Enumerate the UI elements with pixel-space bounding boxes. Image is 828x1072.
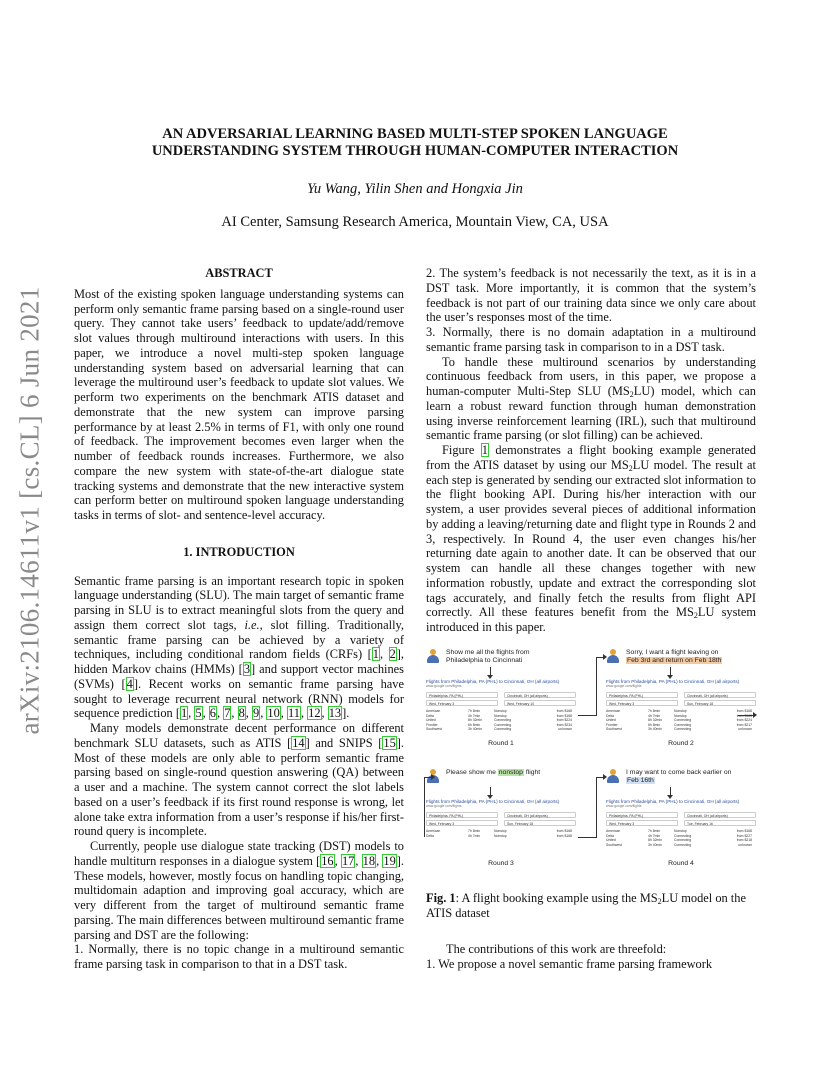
proposal-paragraph: To handle these multiround scenarios by understanding continuous feedback from users, in this paper, we propose a human-computer Multi-Step SLU $(MS_2LU)$ model, which can learn a robust reward function through human demonstration using inverse reinforcement learning (IRL), such that multiround semantic frame parsing (or slot filling) can be achieved. [426, 354, 756, 443]
highlighted-slot: nonstop [498, 768, 523, 776]
flight-row: Southwest 3h 40min Connecting unknown [426, 727, 572, 732]
citation-rnn[interactable]: 1, 5, 6, 7, 8, 9, 10, 11, 12, 13 [180, 706, 342, 721]
date-field: Wed, February 3 [426, 820, 498, 826]
abstract-text: Most of the existing spoken language understanding systems can perform only semantic frame parsing based on a single-round user query. They cannot take users’ feedback to update/add/remove slot values through multiround interactions with users. In this paper, we introduce a novel multi-step spoken language understanding system based on adversarial learning that can leverage the multiround user’s feedback to update slot values. We perform two experiments on the benchmark ATIS dataset and demonstrate that the new system can improve parsing performance by at least 2.5% in terms of F1, with only one round of feedback. The improvement becomes even larger when the number of feedback rounds increases. Furthermore, we also compare the new system with state-of-the-art dialogue state tracking systems and demonstrate that the new interactive system can perform better on multiround spoken language understanding tasks in terms of slot- and sentence-level accuracy. [74, 286, 404, 522]
highlighted-slot: Feb 3rd and return on Feb 18th [627, 656, 722, 664]
round-label: Round 1 [488, 739, 514, 747]
intro-heading: 1. INTRODUCTION [183, 544, 295, 559]
flow-connector [578, 715, 596, 716]
date-field: Sun, February 18 [684, 700, 756, 706]
flight-row: Southwest 3h 40min Connecting unknown [606, 842, 752, 847]
user-avatar-icon [606, 649, 620, 663]
arxiv-identifier: arXiv:2106.14611v1 [cs.CL] 6 Jun 2021 [14, 285, 45, 735]
down-arrow-icon [670, 667, 671, 677]
left-column [74, 266, 404, 972]
flight-row: Frontier 6h 8min Connecting from $217 [606, 722, 752, 727]
flight-results-title: Flights from Philadelphia, PA (PHL) to Cincinnati, OH (all airports) [606, 798, 740, 804]
citation-link[interactable]: 9 [253, 706, 260, 721]
right-column [426, 266, 756, 972]
flow-connector [738, 715, 754, 716]
date-field: Sun, February 18 [504, 820, 576, 826]
flight-row: United 8h 32min Connecting from $224 [426, 718, 572, 723]
title-line-1: AN ADVERSARIAL LEARNING BASED MULTI-STEP SPOKEN LANGUAGE [162, 126, 668, 142]
citation-link[interactable]: 15 [383, 735, 396, 750]
figure-description-paragraph: Figure 1 demonstrates a flight booking example generated from the ATIS dataset by using our $MS_2LU$ model. The result at each step is generated by sending our extracted slot information to the flight booking API. During his/her interaction with our system, a user provides several pieces of additional information by adding a leaving/returning date and flight type in Rounds 2 and 3, respectively. In Round 4, the user even changes his/her returning date again to another date. It can be observed that our system can handle all these changes together with new information robustly, update and extract the corresponding slot tags accurately, and finally fetch the results from flight API correctly. All these features benefit from the $MS_2LU$ system introduced in this paper. [426, 443, 756, 634]
flight-results-card [426, 799, 576, 853]
flight-site: www.google.com/flights [606, 803, 642, 808]
title-line-2: UNDERSTANDING SYSTEM THROUGH HUMAN-COMPUTER INTERACTION [151, 143, 679, 159]
round-label: Round 4 [668, 859, 694, 867]
figure-1-link[interactable]: 1 [481, 443, 488, 457]
flight-row: United 8h 32min Connecting from $224 [606, 718, 752, 723]
date-field: Wed, February 3 [426, 700, 498, 706]
citation-link[interactable]: 16 [321, 853, 334, 868]
flight-site: www.google.com/flights [426, 683, 462, 688]
citation-svm[interactable] [126, 677, 134, 691]
flight-row: American 7h 8min Nonstop from $168 [606, 708, 752, 713]
flight-row: Delta 4h 7min Connecting from $227 [606, 833, 752, 838]
contribution-item-1: 1. We propose a novel semantic frame parsing framework [426, 957, 713, 971]
down-arrow-icon [670, 787, 671, 797]
user-avatar-icon [426, 649, 440, 663]
citation-link[interactable]: 14 [292, 735, 305, 750]
figure-panel [606, 648, 756, 747]
intro-paragraph-1: Semantic frame parsing is an important research topic in spoken language understanding (SLU). The main target of semantic frame parsing in SLU is to extract meaningful slots from the query and assign them correct slot tags, i.e., slot filling. Traditionally, semantic frame parsing can be achieved by a variety of techniques, including conditional random fields (CRFs) [1, 2], hidden Markov chains (HMMs) [3] and support vector machines (SVMs) [4]. Recent works on semantic frame parsing have sought to leverage recurrent neural network (RNN) models for sequence prediction [1, 5, 6, 7, 8, 9, 10, 11, 12, 13]. [74, 573, 405, 721]
difference-item-1: 1. Normally, there is no topic change in a multiround semantic frame parsing task in comparison to that in a DST task. [74, 942, 404, 971]
user-utterance: Sorry, I want a flight leaving on Feb 3rd and return on Feb 18th [626, 648, 722, 664]
abstract-heading: ABSTRACT [205, 266, 273, 280]
flight-row: Delta 4h 7min Nonstop from $168 [426, 713, 572, 718]
flow-connector [596, 777, 604, 778]
flight-results-title: Flights from Philadelphia, PA (PHL) to Cincinnati, OH (all airports) [426, 798, 560, 804]
flight-row: Southwest 3h 40min Connecting unknown [606, 727, 752, 732]
down-arrow-icon [490, 667, 491, 677]
citation-link[interactable]: 2 [389, 647, 396, 662]
figure-panel [606, 768, 756, 867]
flow-connector [596, 657, 597, 716]
date-field: Tue, February 16 [684, 820, 756, 826]
figure-panel [426, 768, 576, 867]
citation-link[interactable]: 6 [209, 706, 216, 721]
contributions-intro: The contributions of this work are threefold: [446, 942, 667, 957]
user-utterance: I may want to come back earlier on Feb 16th [626, 768, 732, 784]
citation-link[interactable]: 3 [243, 662, 251, 676]
date-field: Wed, February 10 [504, 700, 576, 706]
citation-link[interactable]: 13 [328, 706, 342, 721]
difference-item-3: 3. Normally, there is no domain adaptation in a multiround semantic frame parsing task in comparison to in a DST task. [426, 325, 756, 354]
figure-caption: Fig. 1: A flight booking example using the $MS_2LU$ model on the ATIS dataset [426, 890, 746, 920]
flight-row: Delta 4h 7min Nonstop from $168 [426, 833, 572, 838]
flight-site: www.google.com/flights [426, 803, 462, 808]
citation-link[interactable]: 7 [224, 706, 231, 721]
round-label: Round 3 [488, 859, 514, 867]
citation-link[interactable]: 1 [372, 647, 379, 662]
citation-link[interactable]: 18 [362, 853, 376, 868]
citation-snips[interactable] [382, 736, 396, 750]
citation-link[interactable]: 11 [288, 706, 300, 721]
flight-row: American 7h 8min Nonstop from $168 [426, 708, 572, 713]
flight-row: American 7h 8min Nonstop from $168 [426, 828, 572, 833]
airport-field: Philadelphia, PA (PHL) [606, 692, 678, 698]
airport-field: Philadelphia, PA (PHL) [606, 812, 678, 818]
flow-connector [596, 777, 597, 838]
flight-site: www.google.com/flights [606, 683, 642, 688]
citation-link[interactable]: 5 [195, 706, 202, 721]
citation-link[interactable]: 17 [341, 853, 355, 868]
airport-field: Cincinnati, OH (all airports) [684, 692, 756, 698]
citation-atis[interactable] [291, 736, 305, 750]
citation-hmm[interactable] [243, 662, 251, 676]
authors: Yu Wang, Yilin Shen and Hongxia Jin [307, 181, 523, 197]
user-utterance: Please show me nonstop flight [446, 768, 541, 776]
airport-field: Cincinnati, OH (all airports) [504, 812, 576, 818]
figure-1 [426, 649, 756, 885]
flight-results-title: Flights from Philadelphia, PA (PHL) to Cincinnati, OH (all airports) [606, 678, 740, 684]
highlighted-slot: Feb 16th [627, 776, 654, 784]
date-field: Wed, February 3 [606, 700, 678, 706]
citation-dst[interactable]: 16, 17, 18, 19 [321, 853, 396, 868]
citation-link[interactable]: 12 [308, 706, 321, 721]
flow-connector [424, 777, 425, 837]
flight-row: American 7h 8min Nonstop from $168 [606, 828, 752, 833]
flight-results-card [426, 679, 576, 733]
flow-connector [596, 657, 604, 658]
paper-title [100, 126, 730, 160]
flight-results-card [606, 679, 756, 733]
affiliation: AI Center, Samsung Research America, Mountain View, CA, USA [221, 214, 609, 230]
citation-crf[interactable]: 1, 2 [372, 647, 396, 662]
flow-connector [578, 837, 596, 838]
intro-paragraph-2: Many models demonstrate decent performance on different benchmark SLU datasets, such as ATIS [14] and SNIPS [15]. Most of these models are only able to perform semantic frame parsing based on single-round question answering (QA) between a user and a machine. The system cannot correct the slot labels based on a user’s feedback if its first round response is wrong, let alone take extra information from a user’s response if his/her first-round query is incomplete. [74, 721, 405, 839]
airport-field: Cincinnati, OH (all airports) [684, 812, 756, 818]
figure-panel [426, 648, 576, 747]
date-field: Wed, February 3 [606, 820, 678, 826]
airport-field: Philadelphia, PA (PHL) [426, 812, 498, 818]
citation-link[interactable]: 1 [180, 706, 188, 721]
round-label: Round 2 [668, 739, 694, 747]
user-utterance: Show me all the flights from Philadelphia to Cincinnati [446, 648, 530, 664]
difference-item-2: 2. The system’s feedback is not necessarily the text, as it is in a DST task. More importantly, it is common that the system’s feedback is not part of our training data since we only care about the user’s responses most of the time. [426, 266, 756, 325]
citation-link[interactable]: 10 [267, 706, 280, 721]
flight-row: United 8h 32min Connecting from $218 [606, 838, 752, 843]
down-arrow-icon [490, 787, 491, 797]
citation-link[interactable]: 19 [383, 853, 396, 868]
citation-link[interactable]: 4 [126, 676, 133, 691]
flight-results-card [606, 799, 756, 853]
arxiv-stamp [8, 285, 52, 735]
flow-connector [424, 777, 432, 778]
airport-field: Philadelphia, PA (PHL) [426, 692, 498, 698]
airport-field: Cincinnati, OH (all airports) [504, 692, 576, 698]
flight-row: Frontier 6h 8min Connecting from $234 [426, 722, 572, 727]
intro-paragraph-3: Currently, people use dialogue state tracking (DST) models to handle multiturn responses in a dialogue system [16, 17, 18, 19]. These models, however, mostly focus on handling topic changing, multidomain adaption and improving goal accuracy, which are very different from the target of multiround semantic frame parsing. The main differences between multiround semantic frame parsing and DST are the following: [74, 839, 405, 942]
flight-row: Delta 4h 7min Nonstop [606, 713, 687, 718]
user-avatar-icon [606, 769, 620, 783]
flight-results-title: Flights from Philadelphia, PA (PHL) to Cincinnati, OH (all airports) [426, 678, 560, 684]
citation-link[interactable]: 8 [238, 706, 245, 721]
